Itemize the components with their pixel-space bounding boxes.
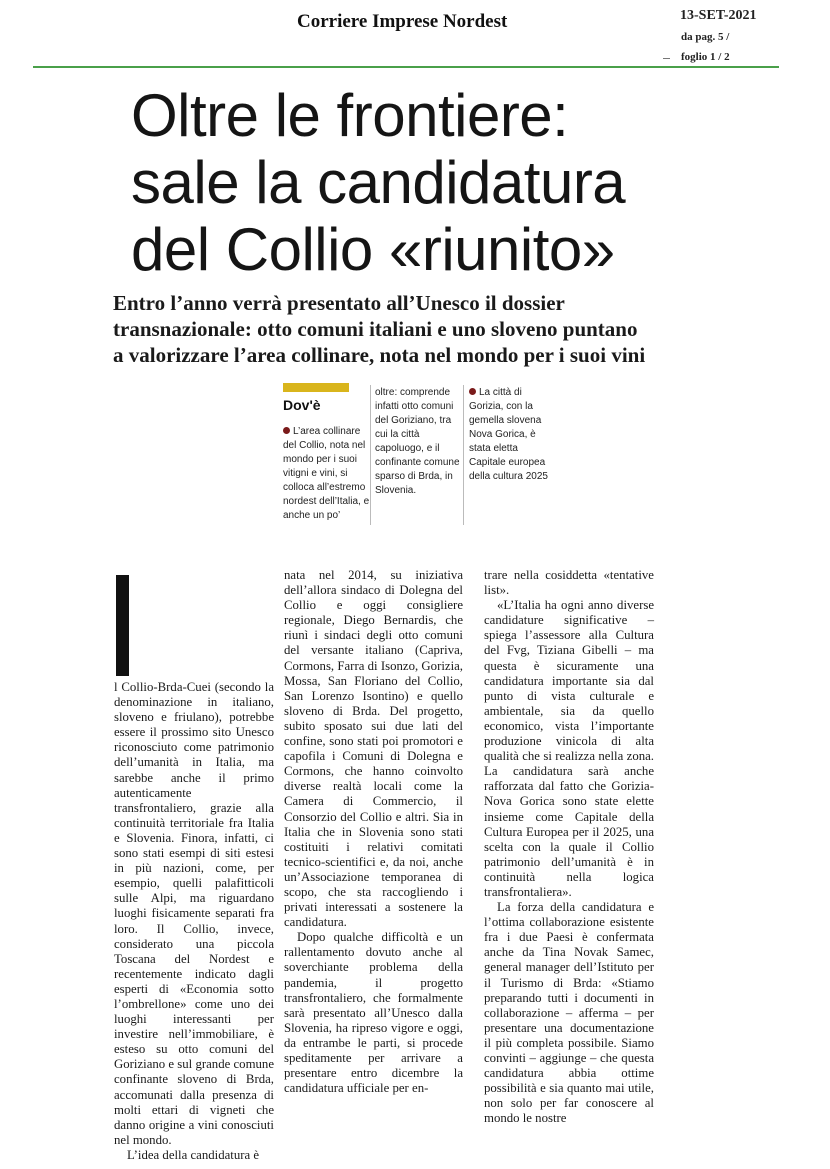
bullet-icon	[283, 427, 290, 434]
info-box-divider	[463, 385, 464, 525]
body-paragraph: Dopo qualche difficoltà e un rallentamento dovuto anche al soverchiante problema della pandemia, il progetto transfrontaliero, che formalmente sarà presentato all’Unesco dalla Slovenia, ha ripreso vigore e oggi, da entrambe le parti, si procede speditamente per arrivare a presentare entro dicembre la candidatura ufficiale per en-	[284, 930, 463, 1096]
headline-line-1: Oltre le frontiere:	[131, 82, 569, 149]
info-box-divider	[370, 385, 371, 525]
sheet-reference: foglio 1 / 2	[681, 51, 730, 63]
article-headline	[131, 82, 625, 283]
article-subheading	[113, 290, 645, 368]
body-column-1	[114, 680, 274, 1163]
header-dash	[663, 58, 670, 59]
header-rule	[33, 66, 779, 68]
drop-cap-initial	[116, 575, 129, 676]
body-paragraph: La forza della candidatura e l’ottima collaborazione esistente fra i due Paesi è confermata anche da Tina Novak Samec, general manager dell’Istituto per il Turismo di Brda: «Stiamo preparando tutti i documenti in collaborazione – afferma – per presentare una documentazione il più completa possibile. Siamo convinti – aggiunge – che questa candidatura abbia ottime possibilità e sia quanto mai utile, non solo per far conoscere al mondo le nostre	[484, 900, 654, 1126]
headline-line-3: del Collio «riunito»	[131, 216, 615, 283]
info-box-text-3: La città di Gorizia, con la gemella slovena Nova Gorica, è stata eletta Capitale europea della cultura 2025	[469, 387, 548, 482]
body-paragraph: l Collio-Brda-Cuei (secondo la denominazione in italiano, sloveno e friulano), potrebbe essere il prossimo sito Unesco riconosciuto come patrimonio dell’umanità in Italia, ma sarebbe anche il primo autenticamente transfrontaliero, grazie alla continuità territoriale fra Italia e Slovenia. Finora, infatti, ci sono stati esempi di siti estesi in più nazioni, come, per esempio, quelli palafitticoli sulle Alpi, ma riguardano luoghi fisicamente separati fra loro. Il Collio, invece, considerato una piccola Toscana del Nordest e recentemente indicato dagli esperti di «Economia sotto l’ombrellone» come uno dei luoghi interessanti per investire nell’immobiliare, è esteso su otto comuni del Goriziano e sul grande comune confinante sloveno di Brda, accomunati dalla presenza di molti ettari di vigneti che danno origine a vini conosciuti nel mondo.	[114, 680, 274, 1147]
publication-name: Corriere Imprese Nordest	[297, 11, 508, 32]
subhead-line-2: transnazionale: otto comuni italiani e uno sloveno puntano	[113, 317, 638, 341]
headline-line-2: sale la candidatura	[131, 149, 626, 216]
bullet-icon	[469, 388, 476, 395]
page-reference: da pag. 5 /	[681, 31, 730, 43]
body-paragraph: «L’Italia ha ogni anno diverse candidature significative – spiega l’assessore alla Cultura del Fvg, Tiziana Gibelli – ma questa è sicuramente una candidatura importante sia dal punto di vista culturale e ambientale, sia da quello economico, vista l’importante produzione vinicola di alta qualità che si realizza nella zona. La candidatura sarà anche rafforzata dal fatto che Gorizia-Nova Gorica sono state elette insieme come Capitale della Cultura Europea per il 2025, una scelta con la quale il Collio patrimonio dell’umanità è in continuità nella logica transfrontaliera».	[484, 598, 654, 899]
info-box-column-1	[283, 425, 371, 523]
subhead-line-3: a valorizzare l’area collinare, nota nel mondo per i suoi vini	[113, 343, 646, 367]
issue-date: 13-SET-2021	[680, 8, 757, 23]
info-box-text-1: L’area collinare del Collio, nota nel mondo per i suoi vitigni e vini, si colloca all’estremo nordest dell’Italia, e anche un po’	[283, 426, 370, 521]
info-box-tag	[283, 383, 349, 392]
body-column-2	[284, 568, 463, 1096]
info-box-text-2: oltre: comprende infatti otto comuni del Goriziano, tra cui la città capoluogo, e il confinante comune sparso di Brda, in Slovenia.	[375, 387, 460, 496]
subhead-line-1: Entro l’anno verrà presentato all’Unesco il dossier	[113, 291, 565, 315]
info-box-column-2	[375, 386, 463, 498]
body-paragraph: trare nella cosiddetta «tentative list».	[484, 568, 654, 598]
body-paragraph: nata nel 2014, su iniziativa dell’allora sindaco di Dolegna del Collio e oggi consigliere regionale, Diego Bernardis, che riunì i sindaci degli otto comuni del versante italiano (Capriva, Cormons, Farra di Isonzo, Gorizia, Mossa, San Floriano del Collio, San Lorenzo Isontino) e quello sloveno di Brda. Del progetto, subito sposato sui due lati del confine, sono stati poi promotori e capofila i Comuni di Dolegna e Cormons, che hanno coinvolto diverse realtà locali come la Camera di Commercio, il Consorzio del Collio e altri. Sia in Italia che in Slovenia sono stati costituiti i relativi comitati tecnico-scientifici e, da noi, anche un’Associazione temporanea di scopo, che sta raccogliendo i privati interessati a sostenere la candidatura.	[284, 568, 463, 930]
info-box-column-3	[469, 386, 557, 484]
body-column-3	[484, 568, 654, 1126]
info-box-title: Dov'è	[283, 397, 321, 413]
body-paragraph: L’idea della candidatura è	[127, 1147, 260, 1162]
